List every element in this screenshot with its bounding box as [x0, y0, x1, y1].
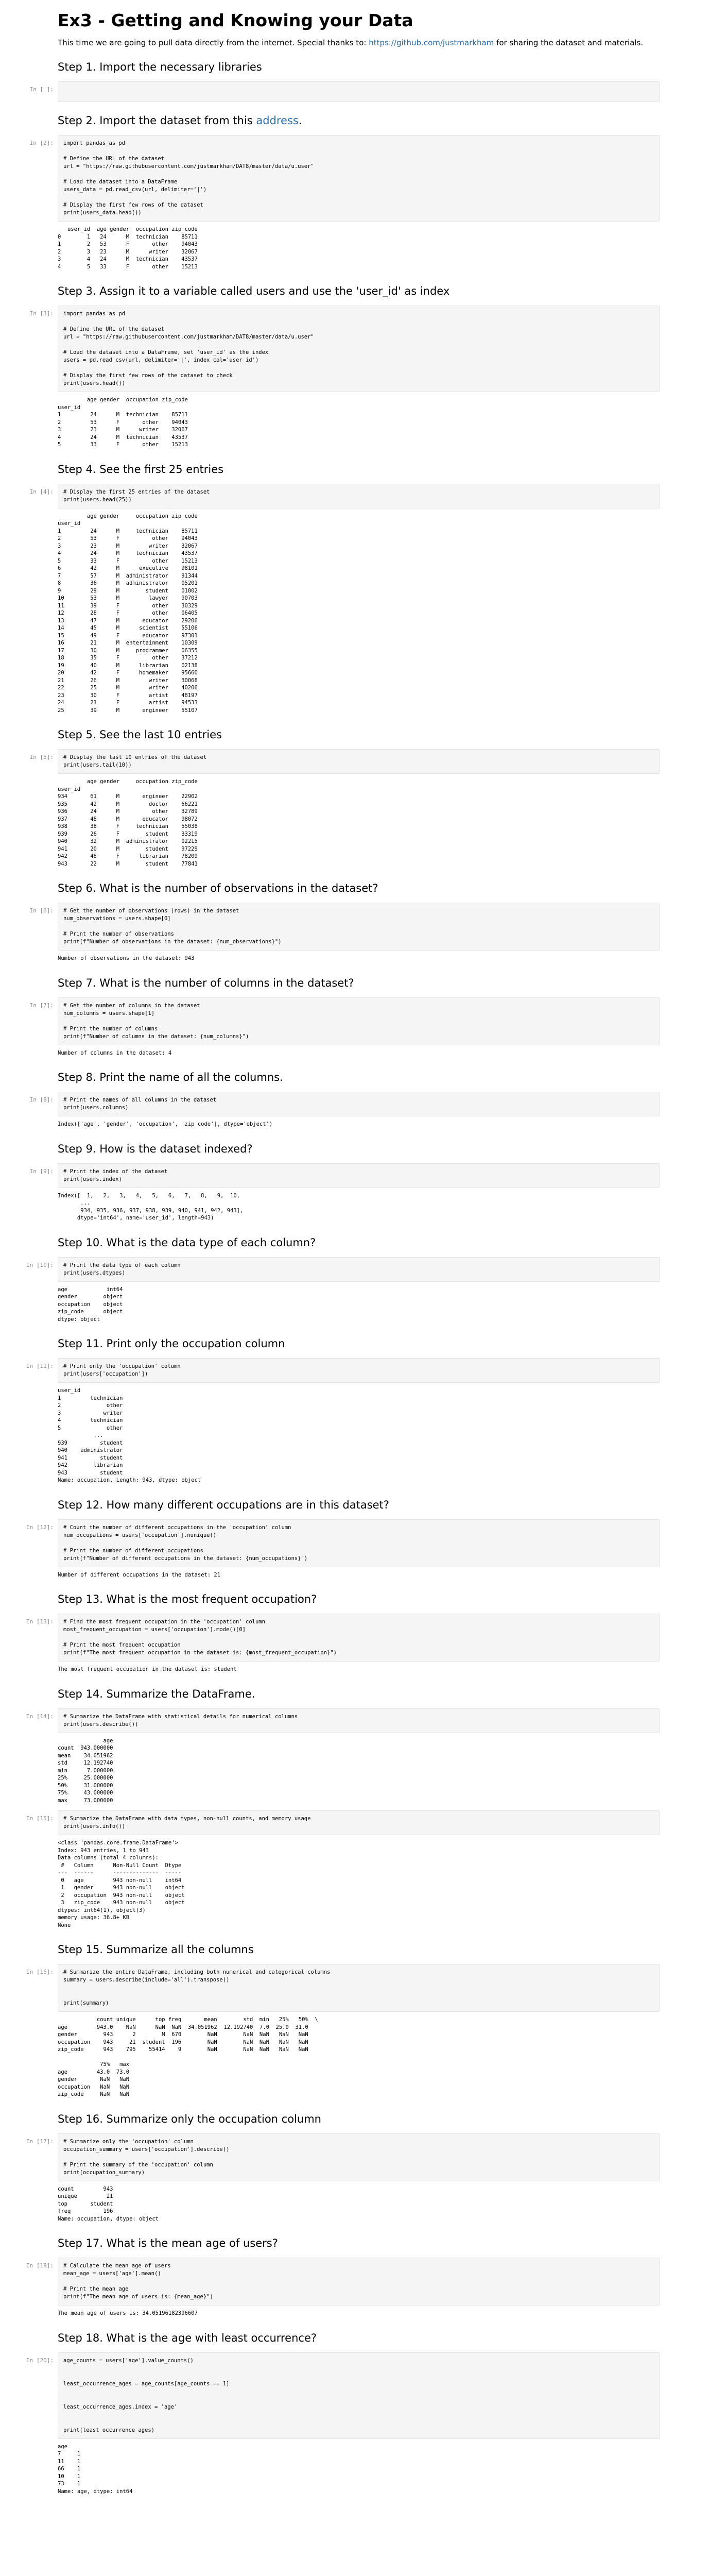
cell-prompt: In [ ]:	[29, 86, 54, 93]
cell-output: Number of different occupations in the dataset: 21	[58, 1571, 221, 1578]
code-cell-12[interactable]	[26, 1519, 660, 1581]
code-cell-5[interactable]	[29, 749, 660, 870]
code-cell-15[interactable]	[26, 1810, 660, 1931]
cell-output: user_id age gender occupation zip_code 0 1 24 M technician 85711 1 2 53 F other 94043 2 3 23 M writer 32067 3 4 24 M technician 43537 4 5 33 F other 15213	[58, 226, 198, 270]
cell-output: age gender occupation zip_code user_id 1 24 M technician 85711 2 53 F other 94043 3 23 M writer 32067 4 24 M technician 43537 5 33 F other 15213	[58, 397, 188, 448]
cell-output: <class 'pandas.core.frame.DataFrame'> Index: 943 entries, 1 to 943 Data columns (total 4 columns): # Column Non-Null Count Dtype --- ------ -------------- ----- 0 age 943 non-null int64 1 gender 943 non-null object 2 occupation 943 non-null object 3 zip_code 943 non-null object dtypes: int64(1), object(3) memory usage: 36.8+ KB None	[58, 1840, 185, 1928]
step-18-heading: Step 18. What is the age with least occurrence?	[58, 2331, 317, 2344]
code-input[interactable]: # Print the data type of each column print(users.dtypes)	[58, 1257, 660, 1282]
cell-prompt: In [8]:	[29, 1096, 54, 1103]
code-input[interactable]: # Print only the 'occupation' column print(users['occupation'])	[58, 1358, 660, 1383]
code-cell-7[interactable]	[29, 997, 660, 1059]
cell-output: Index([ 1, 2, 3, 4, 5, 6, 7, 8, 9, 10, ... 934, 935, 936, 937, 938, 939, 940, 941, 942, 943], dtype='int64', name='user_id', length=943)	[58, 1192, 244, 1221]
code-cell-9[interactable]	[29, 1163, 660, 1224]
cell-prompt: In [16]:	[26, 1969, 54, 1975]
cell-output: age 7 1 11 1 66 1 10 1 73 1 Name: age, dtype: int64	[58, 2443, 133, 2495]
step-4-heading: Step 4. See the first 25 entries	[58, 463, 224, 476]
code-input[interactable]: # Print the index of the dataset print(users.index)	[58, 1163, 660, 1188]
code-input[interactable]: import pandas as pd # Define the URL of the dataset url = "https://raw.githubusercontent.com/justmarkham/DAT8/master/data/u.user" # Load the dataset into a DataFrame users_data = pd.read_csv(url, delimiter='|') # Display the first few rows of the dataset print(users_data.head())	[58, 135, 660, 222]
code-cell-3[interactable]	[29, 306, 660, 451]
cell-output: The mean age of users is: 34.05196182396607	[58, 2310, 198, 2316]
step-16-heading: Step 16. Summarize only the occupation column	[58, 2112, 321, 2125]
code-cell-19[interactable]	[26, 2352, 660, 2498]
justmarkham-link[interactable]: https://github.com/justmarkham	[369, 38, 494, 47]
cell-output: age gender occupation zip_code user_id 934 61 M engineer 22902 935 42 M doctor 66221 936 24 M other 32789 937 48 M educator 98072 938 38 F technician 55038 939 26 F student 33319 940 32 M administrator 02215 941 20 M student 97229 942 48 F librarian 78209 943 22 M student 77841	[58, 778, 198, 867]
code-input[interactable]: # Summarize the DataFrame with data types, non-null counts, and memory usage print(users.info())	[58, 1810, 660, 1835]
intro-paragraph	[58, 38, 660, 48]
code-input[interactable]: # Display the first 25 entries of the dataset print(users.head(25))	[58, 484, 660, 509]
cell-prompt: In [17]:	[26, 2138, 54, 2145]
code-cell-18[interactable]	[26, 2258, 660, 2319]
step-9-heading: Step 9. How is the dataset indexed?	[58, 1142, 253, 1155]
code-cell-10[interactable]	[26, 1257, 660, 1326]
code-cell-13[interactable]	[26, 1614, 660, 1675]
cell-output: count 943 unique 21 top student freq 196 Name: occupation, dtype: object	[58, 2185, 159, 2222]
code-input[interactable]: # Count the number of different occupations in the 'occupation' column num_occupations = users['occupation'].nunique() # Print the number of different occupations print(f"Number of different occupations in the dataset: {num_occupations}")	[58, 1519, 660, 1567]
cell-prompt: In [14]:	[26, 1713, 54, 1720]
code-cell-14[interactable]	[26, 1708, 660, 1807]
code-cell-11[interactable]	[26, 1358, 660, 1486]
step-15-heading: Step 15. Summarize all the columns	[58, 1943, 254, 1956]
intro-suffix: for sharing the dataset and materials.	[494, 38, 644, 47]
cell-output: age count 943.000000 mean 34.051962 std 12.192740 min 7.000000 25% 25.000000 50% 31.000000 75% 43.000000 max 73.000000	[58, 1737, 113, 1804]
code-input[interactable]: # Summarize only the 'occupation' column occupation_summary = users['occupation'].describe() # Print the summary of the 'occupation' column print(occupation_summary)	[58, 2133, 660, 2181]
code-input[interactable]: # Calculate the mean age of users mean_age = users['age'].mean() # Print the mean age print(f"The mean age of users is: {mean_age}")	[58, 2258, 660, 2306]
code-input[interactable]: # Display the last 10 entries of the dataset print(users.tail(10))	[58, 749, 660, 774]
cell-prompt: In [20]:	[26, 2357, 54, 2364]
cell-output: age gender occupation zip_code user_id 1 24 M technician 85711 2 53 F other 94043 3 23 M writer 32067 4 24 M technician 43537 5 33 F other 15213 6 42 M executive 98101 7 57 M administrator 91344 8 36 M administrator 05201 9 29 M student 01002 10 53 M lawyer 90703 11 39 F other 30329 12 28 F other 06405 13 47 M educator 29206 14 45 M scientist 55106 15 49 F educator 97301 16 21 M entertainment 10309 17 30 M programmer 06355 18 35 F other 37212 19 40 M librarian 02138 20 42 F homemaker 95660 21 26 M writer 30068 22 25 M writer 40206 23 30 F artist 48197 24 21 F artist 94533 25 39 M engineer 55107	[58, 513, 198, 714]
cell-prompt: In [12]:	[26, 1523, 54, 1531]
step-13-heading: Step 13. What is the most frequent occupation?	[58, 1593, 317, 1605]
code-cell-2[interactable]	[29, 135, 660, 273]
dataset-address-link[interactable]: address	[256, 114, 299, 127]
step-10-heading: Step 10. What is the data type of each column?	[58, 1236, 316, 1249]
code-cell-8[interactable]	[29, 1092, 660, 1130]
code-input[interactable]: # Summarize the DataFrame with statistical details for numerical columns print(users.describe())	[58, 1708, 660, 1733]
step-7-heading: Step 7. What is the number of columns in the dataset?	[58, 976, 354, 989]
cell-output: user_id 1 technician 2 other 3 writer 4 technician 5 other ... 939 student 940 administrator 941 student 942 librarian 943 student Name: occupation, Length: 943, dtype: object	[58, 1387, 201, 1483]
code-cell-1[interactable]	[29, 81, 660, 102]
cell-prompt: In [15]:	[26, 1815, 54, 1822]
cell-output: Index(['age', 'gender', 'occupation', 'zip_code'], dtype='object')	[58, 1121, 273, 1127]
step-2-heading-suffix: .	[298, 114, 302, 127]
step-2-heading	[58, 114, 660, 127]
cell-output: The most frequent occupation in the dataset is: student	[58, 1666, 237, 1672]
step-17-heading: Step 17. What is the mean age of users?	[58, 2237, 278, 2249]
code-cell-6[interactable]	[29, 903, 660, 964]
cell-prompt: In [6]:	[29, 907, 54, 914]
cell-prompt: In [5]:	[29, 754, 54, 760]
cell-prompt: In [10]:	[26, 1261, 54, 1268]
step-5-heading: Step 5. See the last 10 entries	[58, 728, 222, 741]
step-1-heading: Step 1. Import the necessary libraries	[58, 61, 262, 73]
code-cell-4[interactable]	[29, 484, 660, 717]
code-input[interactable]: # Print the names of all columns in the dataset print(users.columns)	[58, 1092, 660, 1116]
cell-prompt: In [3]:	[29, 310, 54, 317]
page-title: Ex3 - Getting and Knowing your Data	[58, 10, 413, 30]
code-input[interactable]: import pandas as pd # Define the URL of the dataset url = "https://raw.githubusercontent.com/justmarkham/DAT8/master/data/u.user" # Load the dataset into a DataFrame, set 'user_id' as the index users = pd.read_csv(url, delimiter='|', index_col='user_id') # Display the first few rows of the dataset to check print(users.head())	[58, 306, 660, 392]
cell-prompt: In [7]:	[29, 1002, 54, 1009]
cell-prompt: In [13]:	[26, 1618, 54, 1625]
code-input[interactable]	[58, 81, 660, 102]
step-6-heading: Step 6. What is the number of observations in the dataset?	[58, 882, 378, 894]
cell-prompt: In [9]:	[29, 1167, 54, 1175]
code-input[interactable]: # Get the number of columns in the dataset num_columns = users.shape[1] # Print the number of columns print(f"Number of columns in the dataset: {num_columns}")	[58, 997, 660, 1045]
cell-output: Number of columns in the dataset: 4	[58, 1049, 172, 1056]
code-input[interactable]: # Find the most frequent occupation in the 'occupation' column most_frequent_occupation = users['occupation'].mode()[0] # Print the most frequent occupation print(f"The most frequent occupation in the dataset is: {most_frequent_occupation}")	[58, 1614, 660, 1662]
cell-prompt: In [2]:	[29, 140, 54, 146]
code-input[interactable]: # Get the number of observations (rows) in the dataset num_observations = users.shape[0] # Print the number of observations print(f"Number of observations in the dataset: {num_observations}")	[58, 903, 660, 951]
cell-output: count unique top freq mean std min 25% 50% \ age 943.0 NaN NaN NaN 34.051962 12.192740 7.0 25.0 31.0 gender 943 2 M 670 NaN NaN NaN NaN NaN occupation 943 21 student 196 NaN NaN NaN NaN NaN zip_code 943 795 55414 9 NaN NaN NaN NaN NaN 75% max age 43.0 73.0 gender NaN NaN occupation NaN NaN zip_code NaN NaN	[58, 2016, 318, 2097]
cell-prompt: In [4]:	[29, 488, 54, 495]
cell-output: age int64 gender object occupation object zip_code object dtype: object	[58, 1286, 123, 1323]
code-input[interactable]: age_counts = users['age'].value_counts() least_occurrence_ages = age_counts[age_counts == 1] least_occurrence_ages.index = 'age' print(least_occurrence_ages)	[58, 2352, 660, 2439]
step-14-heading: Step 14. Summarize the DataFrame.	[58, 1687, 255, 1700]
code-cell-16[interactable]	[26, 1964, 660, 2100]
cell-prompt: In [18]:	[26, 2262, 54, 2269]
step-3-heading: Step 3. Assign it to a variable called users and use the 'user_id' as index	[58, 285, 450, 297]
step-2-heading-text: Step 2. Import the dataset from this	[58, 114, 256, 127]
cell-prompt: In [11]:	[26, 1363, 54, 1369]
code-cell-17[interactable]	[26, 2133, 660, 2225]
intro-prefix: This time we are going to pull data directly from the internet. Special thanks to:	[58, 38, 369, 47]
step-11-heading: Step 11. Print only the occupation column	[58, 1337, 285, 1350]
step-8-heading: Step 8. Print the name of all the columns.	[58, 1071, 283, 1083]
cell-output: Number of observations in the dataset: 943	[58, 955, 195, 961]
step-12-heading: Step 12. How many different occupations are in this dataset?	[58, 1498, 389, 1511]
code-input[interactable]: # Summarize the entire DataFrame, including both numerical and categorical columns summary = users.describe(include='all').transpose() print(summary)	[58, 1964, 660, 2012]
